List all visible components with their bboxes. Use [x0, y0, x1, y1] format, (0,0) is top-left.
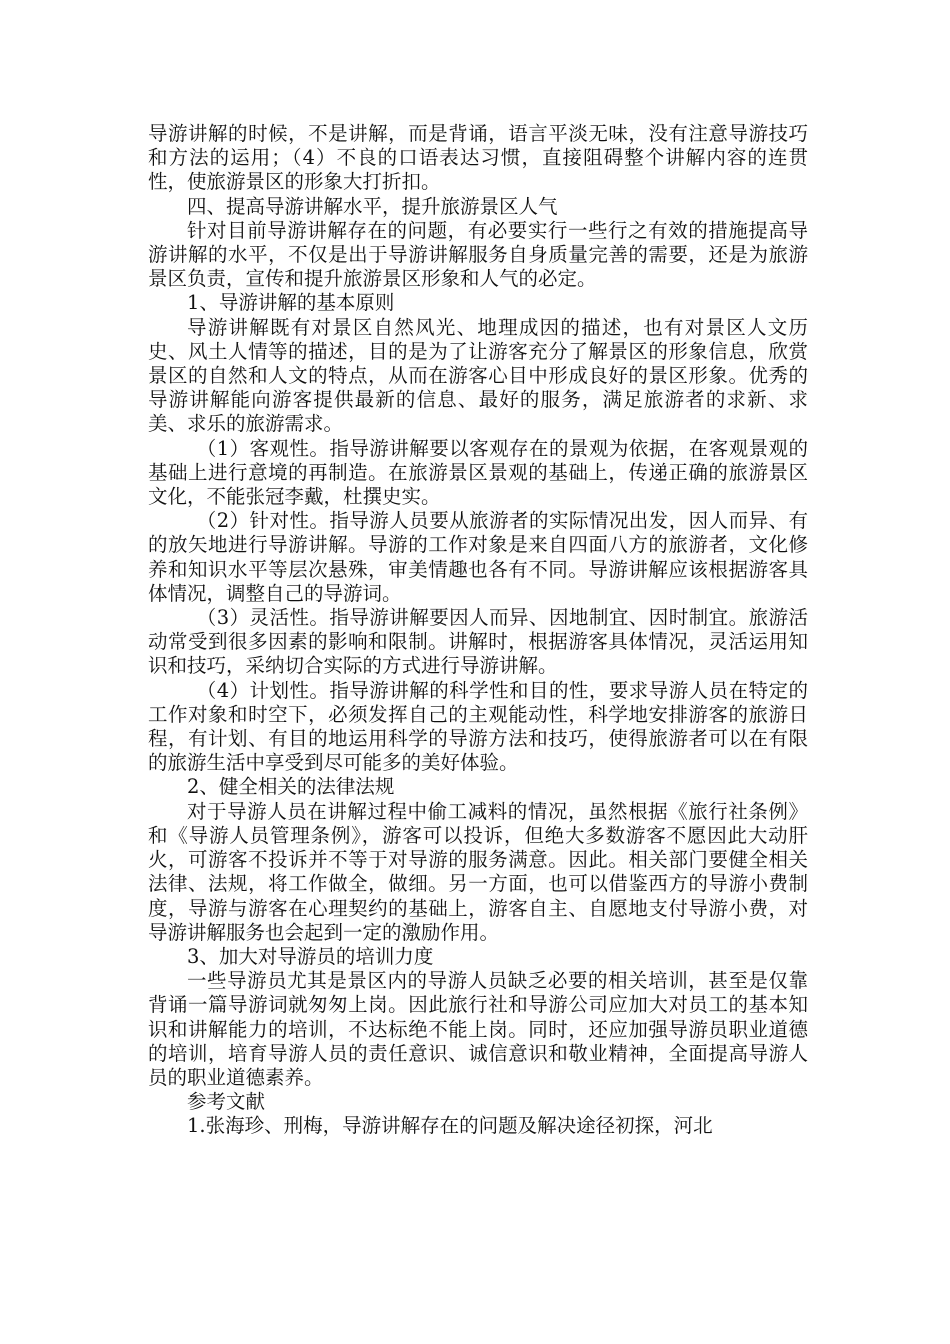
principle-item-flexibility: （3）灵活性。指导游讲解要因人而异、因地制宜、因时制宜。旅游活动常受到很多因素的影响和限制。讲解时，根据游客具体情况，灵活运用知识和技巧，采纳切合实际的方式进行导游讲解。	[148, 606, 808, 678]
paragraph: 一些导游员尤其是景区内的导游人员缺乏必要的相关培训，甚至是仅靠背诵一篇导游词就匆匆上岗。因此旅行社和导游公司应加大对员工的基本知识和讲解能力的培训，不达标绝不能上岗。同时，还应加强导游员职业道德的培训，培育导游人员的责任意识、诚信意识和敬业精神，全面提高导游人员的职业道德素养。	[148, 969, 808, 1089]
reference-item: 1.张海珍、刑梅，导游讲解存在的问题及解决途径初探，河北	[187, 1114, 713, 1138]
references-heading: 参考文献	[187, 1090, 266, 1114]
paragraph: 针对目前导游讲解存在的问题，有必要实行一些行之有效的措施提高导游讲解的水平，不仅是出于导游讲解服务自身质量完善的需要，还是为旅游景区负责，宣传和提升旅游景区形象和人气的必定。	[148, 218, 808, 291]
subsection-heading-1: 1、导游讲解的基本原则	[187, 291, 395, 315]
document-body	[148, 122, 808, 1139]
paragraph: 导游讲解既有对景区自然风光、地理成因的描述，也有对景区人文历史、风土人情等的描述，目的是为了让游客充分了解景区的形象信息，欣赏景区的自然和人文的特点，从而在游客心目中形成良好的景区形象。优秀的导游讲解能向游客提供最新的信息、最好的服务，满足旅游者的求新、求美、求乐的旅游需求。	[148, 315, 808, 436]
principle-item-pertinence: （2）针对性。指导游人员要从旅游者的实际情况出发，因人而异、有的放矢地进行导游讲解。导游的工作对象是来自四面八方的旅游者，文化修养和知识水平等层次悬殊，审美情趣也各有不同。导游讲解应该根据游客具体情况，调整自己的导游词。	[148, 509, 808, 605]
paragraph-continuation: 导游讲解的时候，不是讲解，而是背诵，语言平淡无味，没有注意导游技巧和方法的运用；（4）不良的口语表达习惯，直接阻碍整个讲解内容的连贯性，使旅游景区的形象大打折扣。	[148, 122, 808, 194]
principle-item-objectivity: （1）客观性。指导游讲解要以客观存在的景观为依据，在客观景观的基础上进行意境的再制造。在旅游景区景观的基础上，传递正确的旅游景区文化，不能张冠李戴，杜撰史实。	[148, 436, 808, 509]
paragraph: 对于导游人员在讲解过程中偷工减料的情况，虽然根据《旅行社条例》和《导游人员管理条例》，游客可以投诉，但绝大多数游客不愿因此大动肝火，可游客不投诉并不等于对导游的服务满意。因此。相关部门要健全相关法律、法规，将工作做全，做细。另一方面，也可以借鉴西方的导游小费制度，导游与游客在心理契约的基础上，游客自主、自愿地支付导游小费，对导游讲解服务也会起到一定的激励作用。	[148, 799, 808, 944]
subsection-heading-2: 2、健全相关的法律法规	[187, 775, 395, 799]
subsection-heading-3: 3、加大对导游员的培训力度	[187, 944, 434, 968]
principle-item-planning: （4）计划性。指导游讲解的科学性和目的性，要求导游人员在特定的工作对象和时空下，必须发挥自己的主观能动性，科学地安排游客的旅游日程，有计划、有目的地运用科学的导游方法和技巧，使得旅游者可以在有限的旅游生活中享受到尽可能多的美好体验。	[148, 678, 808, 775]
section-heading-4: 四、提高导游讲解水平，提升旅游景区人气	[187, 194, 558, 218]
